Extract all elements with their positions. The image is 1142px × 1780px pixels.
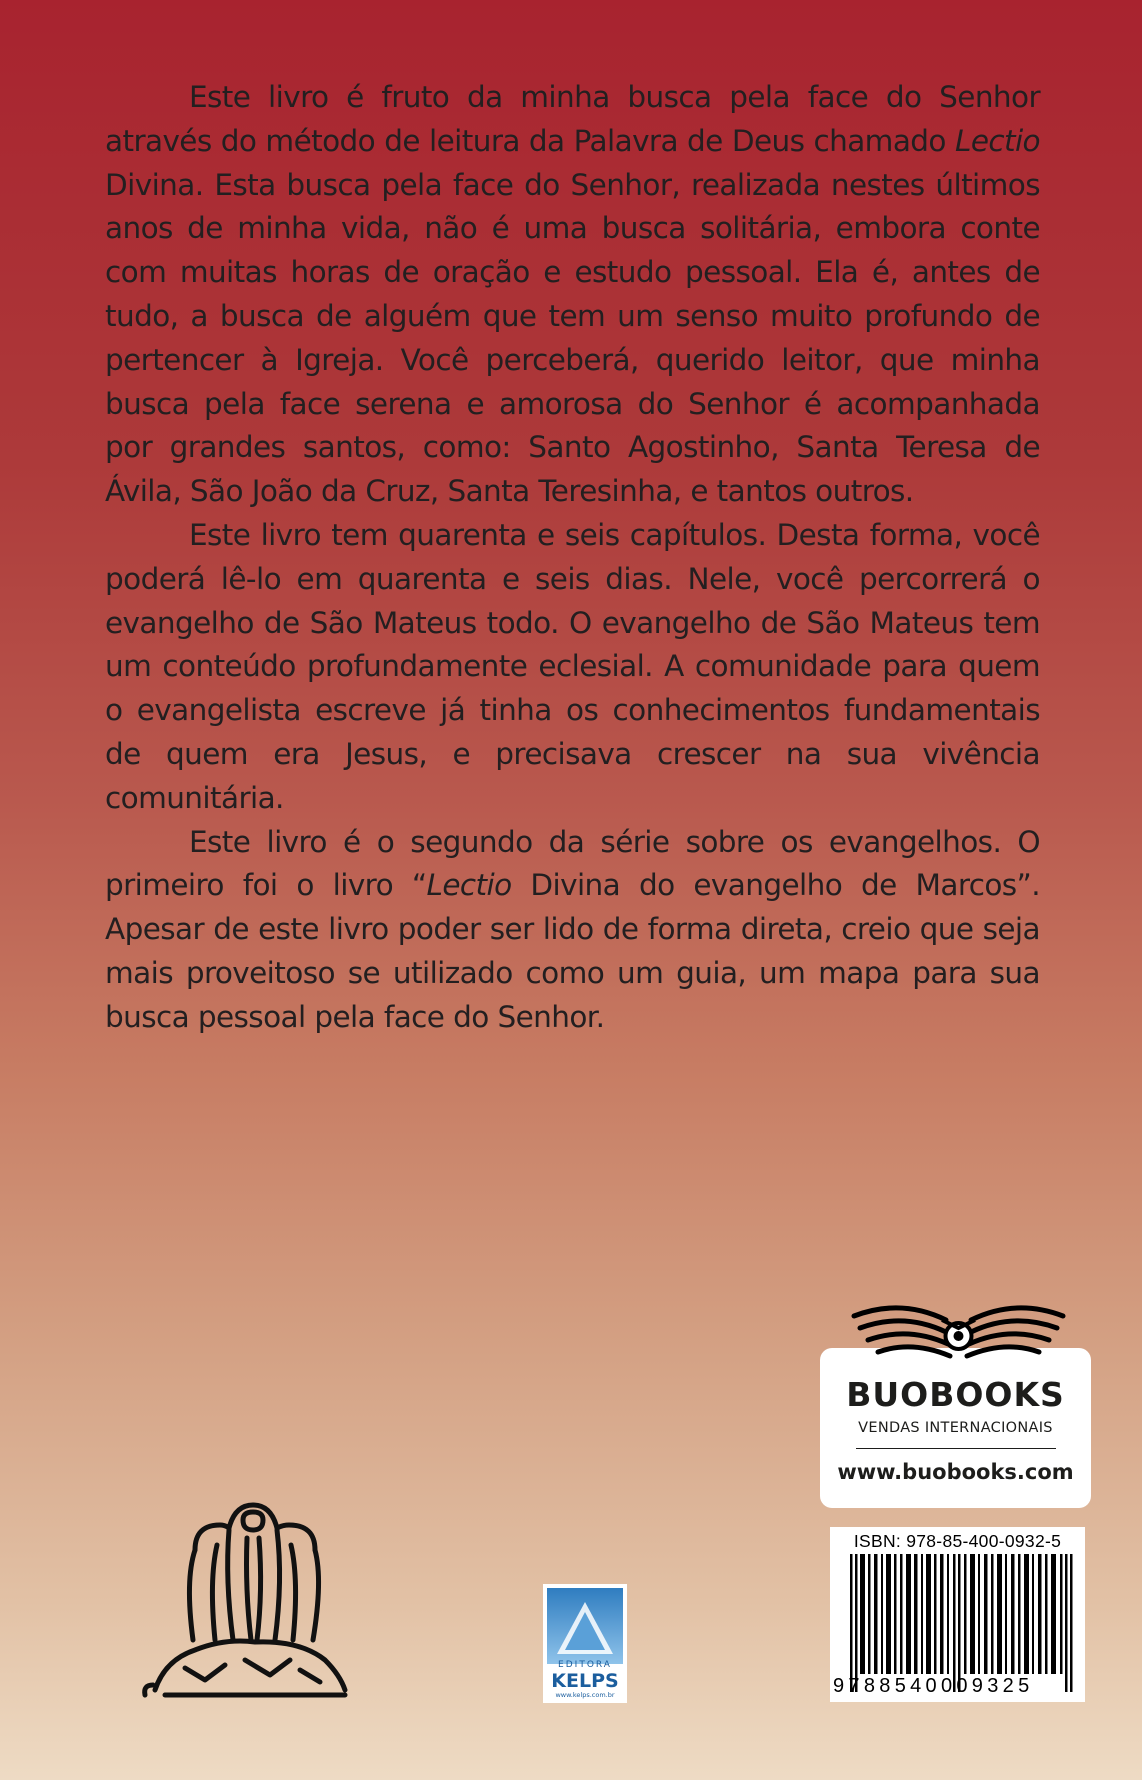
back-cover-blurb [105, 76, 1040, 1040]
blurb-paragraph-3 [105, 821, 1040, 1040]
pyramid-icon [547, 1588, 623, 1664]
publisher-editora: EDITORA [558, 1660, 612, 1670]
publisher-logo [543, 1584, 627, 1703]
buobooks-url: www.buobooks.com [837, 1460, 1074, 1484]
buobooks-subtitle: VENDAS INTERNACIONAIS [858, 1420, 1053, 1436]
blurb-italic-lectio: Lectio [954, 123, 1040, 158]
blurb-text: Este livro é fruto da minha busca pela face do Senhor através do método de leitura da Palavra de Deus chamado [105, 80, 1040, 158]
saints-on-rock-icon [125, 1490, 365, 1710]
barcode-bars [850, 1554, 1076, 1692]
publisher-name: KELPS [551, 1670, 619, 1692]
divider [856, 1448, 1056, 1449]
publisher-url: www.kelps.com.br [555, 1691, 615, 1699]
blurb-text: Este livro é o segundo da série sobre os evangelhos. O primeiro foi o livro “ [105, 824, 1040, 903]
owl-wings-logo-icon [846, 1298, 1071, 1368]
buobooks-name: BUOBOOKS [846, 1375, 1065, 1414]
isbn-barcode [830, 1527, 1085, 1702]
blurb-paragraph-1 [105, 76, 1040, 514]
isbn-digits: 9788540009325 [833, 1675, 1034, 1697]
blurb-paragraph-2: Este livro tem quarenta e seis capítulos. Desta forma, você poderá lê-lo em quarenta e seis dias. Nele, você percorrerá o evangelho de São Mateus todo. O evangelho de São Mateus tem um conteúdo profundamente eclesial. A comunidade para quem o evangelista escreve já tinha os conhecimentos fundamentais de quem era Jesus, e precisava crescer na sua vivência comunitária. [105, 517, 1040, 815]
buobooks-badge [820, 1348, 1091, 1508]
blurb-text: Divina do evangelho de Marcos”. Apesar de este livro poder ser lido de forma direta, creio que seja mais proveitoso se utilizado como um guia, um mapa para sua busca pessoal pela face do Senhor. [105, 868, 1040, 1034]
blurb-italic-lectio: Lectio [426, 868, 512, 903]
isbn-label: ISBN: 978-85-400-0932-5 [853, 1531, 1062, 1551]
blurb-text: Divina. Esta busca pela face do Senhor, realizada nestes últimos anos de minha vida, não é uma busca solitária, embora conte com muitas horas de oração e estudo pessoal. Ela é, antes de tudo, a busca de alguém que tem um senso muito profundo de pertencer à Igreja. Você perceberá, querido leitor, que minha busca pela face serena e amorosa do Senhor é acompanhada por grandes santos, como: Santo Agostinho, Santa Teresa de Ávila, São João da Cruz, Santa Teresinha, e tantos outros. [105, 167, 1040, 509]
